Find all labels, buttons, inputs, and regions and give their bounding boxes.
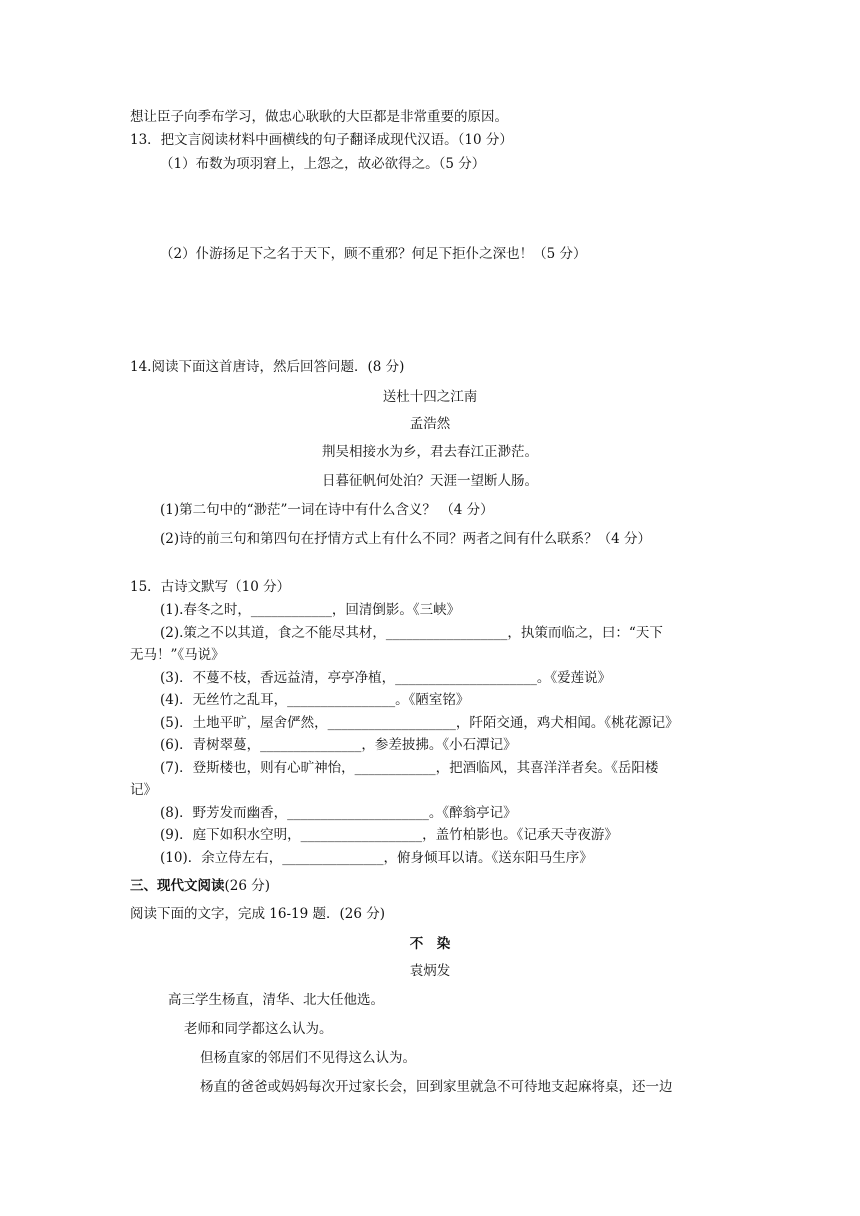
q15-line-7: (7)．登斯楼也，则有心旷神怡，____________，把酒临风，其喜洋洋者矣。《岳阳楼 [160, 760, 659, 776]
q15-line-7-cont: 记》 [130, 782, 157, 798]
q13-item-2: （2）仆游扬足下之名于天下，顾不重邪？何足下拒仆之深也！（5 分） [160, 246, 587, 262]
q15-line-2-cont: 无马！”《马说》 [130, 647, 225, 663]
q13-title: 13．把文言阅读材料中画横线的句子翻译成现代汉语。（10 分） [130, 132, 513, 148]
story-paragraph-3: 但杨直家的邻居们不见得这么认为。 [200, 1050, 416, 1066]
q15-line-8: (8)．野芳发而幽香，_____________________。《醉翁亭记》 [160, 805, 517, 821]
story-author: 袁炳发 [409, 963, 451, 979]
story-paragraph-2: 老师和同学都这么认为。 [184, 1021, 333, 1037]
story-paragraph-4: 杨直的爸爸或妈妈每次开过家长会，回到家里就急不可待地支起麻将桌，还一边 [200, 1079, 673, 1095]
q14-title: 14.阅读下面这首唐诗，然后回答问题．(8 分) [130, 359, 405, 375]
section3-heading-row [130, 877, 270, 895]
story-title: 不 染 [409, 936, 451, 952]
section3-score: (26 分) [224, 878, 271, 894]
poem-author: 孟浩然 [409, 416, 451, 432]
poem-line-1: 荆吴相接水为乡，君去春江正渺茫。 [322, 444, 538, 460]
section3-instruction: 阅读下面的文字，完成 16-19 题．(26 分) [130, 906, 386, 922]
q15-line-6: (6)．青树翠蔓，_______________，参差披拂。《小石潭记》 [160, 737, 517, 753]
intro-end-text: 想让臣子向季布学习，做忠心耿耿的大臣都是非常重要的原因。 [130, 109, 508, 125]
q15-line-10: (10)．余立侍左右，_______________，俯身倾耳以请。《送东阳马生序》 [160, 850, 593, 866]
q13-item-1: （1）布数为项羽窘上，上怨之，故必欲得之。（5 分） [160, 156, 486, 172]
story-paragraph-1: 高三学生杨直，清华、北大任他选。 [168, 992, 384, 1008]
q15-line-9: (9)．庭下如积水空明，__________________，盖竹柏影也。《记承天寺夜游》 [160, 827, 618, 843]
q14-item-1: (1)第二句中的“渺茫”一词在诗中有什么含义？ （4 分） [160, 502, 494, 518]
q15-line-2: (2).策之不以其道，食之不能尽其材，__________________，执策而临之，曰：“天下 [160, 625, 663, 641]
q15-line-4: (4)．无丝竹之乱耳，________________。《陋室铭》 [160, 692, 470, 708]
poem-title: 送杜十四之江南 [382, 389, 478, 405]
section3-heading: 三、现代文阅读 [130, 878, 225, 894]
q15-line-5: (5)．土地平旷，屋舍俨然，___________________，阡陌交通，鸡犬相闻。《桃花源记》 [160, 715, 679, 731]
q14-item-2: (2)诗的前三句和第四句在抒情方式上有什么不同？两者之间有什么联系？（4 分） [160, 531, 652, 547]
q15-line-1: (1).春冬之时，____________，回清倒影。《三峡》 [160, 602, 461, 618]
q15-title: 15．古诗文默写（10 分） [130, 579, 291, 595]
q15-line-3: (3)．不蔓不枝，香远益清，亭亭净植，_____________________。《爱莲说》 [160, 670, 612, 686]
poem-line-2: 日暮征帆何处泊？天涯一望断人肠。 [322, 473, 538, 489]
